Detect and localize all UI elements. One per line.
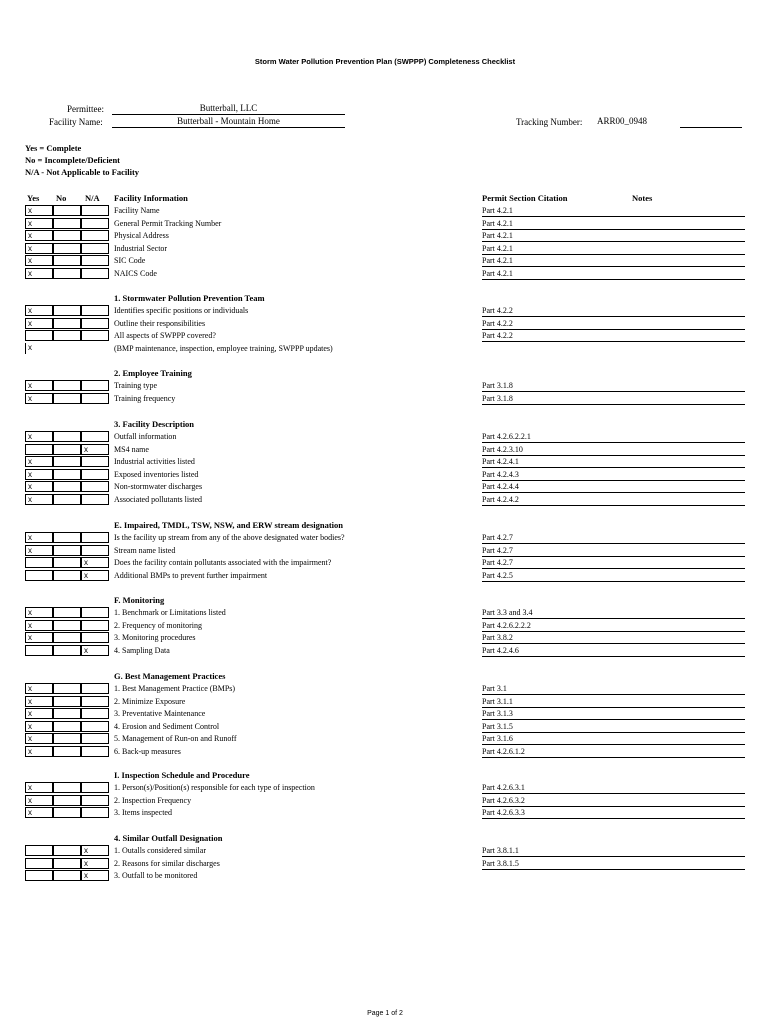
checklist-row [25, 330, 745, 342]
item-label: MS4 name [114, 444, 149, 454]
na-checkbox[interactable] [81, 607, 109, 618]
na-checkbox[interactable]: x [81, 570, 109, 581]
no-checkbox[interactable] [53, 393, 81, 404]
yes-checkbox[interactable] [25, 858, 53, 869]
yes-checkbox[interactable]: x [25, 243, 53, 254]
yes-checkbox[interactable]: x [25, 318, 53, 329]
permit-citation: Part 4.2.5 [482, 570, 745, 582]
no-checkbox[interactable] [53, 444, 81, 455]
yes-checkbox[interactable]: x [25, 393, 53, 404]
checklist-row [25, 645, 745, 657]
checklist-row [25, 243, 745, 255]
yes-checkbox[interactable]: x [25, 431, 53, 442]
item-label: 2. Reasons for similar discharges [114, 858, 220, 868]
item-label: 1. Outalls considered similar [114, 846, 206, 855]
column-header-na: N/A [85, 193, 100, 203]
no-checkbox[interactable] [53, 469, 81, 480]
no-checkbox[interactable] [53, 607, 81, 618]
no-checkbox[interactable] [53, 532, 81, 543]
checklist-row [25, 721, 745, 733]
item-label: 1. Benchmark or Limitations listed [114, 608, 226, 617]
item-label: Industrial activities listed [114, 457, 195, 466]
no-checkbox[interactable] [53, 205, 81, 216]
yes-checkbox[interactable]: x [25, 230, 53, 241]
yes-checkbox[interactable]: x [25, 696, 53, 707]
section-title: 2. Employee Training [114, 368, 192, 378]
na-checkbox[interactable] [81, 620, 109, 631]
permit-citation: Part 3.3 and 3.4 [482, 607, 745, 619]
checklist-row [25, 393, 745, 405]
no-checkbox[interactable] [53, 632, 81, 643]
no-checkbox[interactable] [53, 494, 81, 505]
item-label: Industrial Sector [114, 243, 168, 253]
checklist-row [25, 318, 745, 330]
na-checkbox[interactable] [81, 782, 109, 793]
item-label: Associated pollutants listed [114, 494, 202, 504]
na-checkbox[interactable] [81, 456, 109, 467]
checklist-row [25, 858, 745, 870]
no-checkbox[interactable] [53, 570, 81, 581]
permit-citation: Part 3.1 [482, 683, 745, 695]
permit-citation: Part 3.1.3 [482, 708, 745, 720]
permit-citation: Part 4.2.4.4 [482, 481, 745, 493]
item-label: Does the facility contain pollutants associated with the impairment? [114, 558, 332, 567]
no-checkbox[interactable] [53, 795, 81, 806]
item-label: Is the facility up stream from any of the above designated water bodies? [114, 533, 345, 542]
na-checkbox[interactable] [81, 255, 109, 266]
yes-checkbox[interactable]: x [25, 456, 53, 467]
na-checkbox[interactable]: x [81, 870, 109, 881]
no-checkbox[interactable] [53, 268, 81, 279]
permit-citation: Part 4.2.6.2.2.2 [482, 620, 745, 632]
checklist-row [25, 733, 745, 745]
checklist-row [25, 708, 745, 720]
no-checkbox[interactable] [53, 255, 81, 266]
permit-citation: Part 4.2.2 [482, 318, 745, 330]
permit-citation: Part 3.8.2 [482, 632, 745, 644]
permit-citation: Part 3.1.5 [482, 721, 745, 733]
tracking-number-label: Tracking Number: [516, 117, 583, 127]
checklist-row [25, 305, 745, 317]
item-label: 6. Back-up measures [114, 746, 181, 756]
yes-checkbox[interactable]: x [25, 721, 53, 732]
yes-checkbox[interactable]: x [25, 807, 53, 818]
checklist-row [25, 343, 745, 355]
permit-citation: Part 4.2.6.3.1 [482, 782, 745, 794]
checklist-row [25, 456, 745, 468]
na-checkbox[interactable] [81, 481, 109, 492]
yes-checkbox[interactable] [25, 330, 53, 341]
yes-checkbox[interactable]: x [25, 343, 53, 354]
section-title: F. Monitoring [114, 595, 165, 605]
na-checkbox[interactable] [81, 243, 109, 254]
checklist-row [25, 532, 745, 544]
checklist-row [25, 807, 745, 819]
item-label: Exposed inventories listed [114, 469, 199, 479]
na-checkbox[interactable] [81, 469, 109, 480]
section-title: 4. Similar Outfall Designation [114, 833, 223, 843]
checklist-row [25, 696, 745, 708]
checklist-row [25, 607, 745, 619]
permit-citation: Part 4.2.6.1.2 [482, 746, 745, 758]
no-checkbox[interactable] [53, 645, 81, 656]
permit-citation: Part 4.2.1 [482, 230, 745, 242]
checklist-row [25, 545, 745, 557]
tracking-number-underline [680, 127, 742, 128]
yes-checkbox[interactable]: x [25, 268, 53, 279]
item-label: 2. Inspection Frequency [114, 795, 192, 805]
section-title: I. Inspection Schedule and Procedure [114, 770, 250, 780]
item-label: All aspects of SWPPP covered? [114, 331, 216, 340]
yes-checkbox[interactable] [25, 870, 53, 881]
permit-citation: Part 3.1.8 [482, 393, 745, 405]
permit-citation: Part 4.2.1 [482, 268, 745, 280]
na-checkbox[interactable] [81, 380, 109, 391]
no-checkbox[interactable] [53, 782, 81, 793]
checklist-row [25, 870, 745, 882]
no-checkbox[interactable] [53, 305, 81, 316]
permit-citation: Part 3.1.8 [482, 380, 745, 392]
legend [25, 142, 139, 178]
section-title: 3. Facility Description [114, 419, 195, 429]
yes-checkbox[interactable]: x [25, 494, 53, 505]
checklist-row [25, 268, 745, 280]
checklist-row [25, 431, 745, 443]
na-checkbox[interactable] [81, 683, 109, 694]
na-checkbox[interactable] [81, 807, 109, 818]
section-title: G. Best Management Practices [114, 671, 226, 681]
legend-no: No = Incomplete/Deficient [25, 155, 121, 165]
checklist-row [25, 795, 745, 807]
na-checkbox[interactable] [81, 708, 109, 719]
checklist-row [25, 632, 745, 644]
no-checkbox[interactable] [53, 456, 81, 467]
na-checkbox[interactable]: x [81, 858, 109, 869]
item-label: 3. Preventative Maintenance [114, 709, 206, 718]
yes-checkbox[interactable]: x [25, 607, 53, 618]
yes-checkbox[interactable]: x [25, 481, 53, 492]
checklist-row [25, 570, 745, 582]
na-checkbox[interactable] [81, 494, 109, 505]
column-header-notes: Notes [632, 193, 653, 203]
item-label: Identifies specific positions or individuals [114, 306, 249, 315]
yes-checkbox[interactable]: x [25, 733, 53, 744]
yes-checkbox[interactable]: x [25, 205, 53, 216]
na-checkbox[interactable]: x [81, 645, 109, 656]
item-label: 3. Items inspected [114, 808, 172, 817]
no-checkbox[interactable] [53, 557, 81, 568]
checklist-row [25, 230, 745, 242]
checklist-row [25, 380, 745, 392]
permit-citation: Part 4.2.7 [482, 557, 745, 569]
permit-citation: Part 4.2.6.3.3 [482, 807, 745, 819]
page-footer: Page 1 of 2 [367, 1010, 403, 1017]
no-checkbox[interactable] [53, 870, 81, 881]
column-header-yes: Yes [27, 193, 40, 203]
column-header-section: Facility Information [114, 193, 188, 203]
no-checkbox[interactable] [53, 696, 81, 707]
item-label: NAICS Code [114, 268, 157, 278]
permit-citation: Part 4.2.1 [482, 255, 745, 267]
na-checkbox[interactable] [81, 795, 109, 806]
legend-na: N/A - Not Applicable to Facility [25, 167, 140, 177]
na-checkbox[interactable]: x [81, 557, 109, 568]
permittee-field[interactable]: Butterball, LLC [112, 103, 345, 115]
yes-checkbox[interactable]: x [25, 380, 53, 391]
item-continuation-text: (BMP maintenance, inspection, employee training, SWPPP updates) [114, 343, 333, 353]
na-checkbox[interactable] [81, 431, 109, 442]
permit-citation: Part 4.2.4.6 [482, 645, 745, 657]
item-label: 3. Outfall to be monitored [114, 871, 198, 880]
na-checkbox[interactable] [81, 230, 109, 241]
permit-citation: Part 4.2.1 [482, 243, 745, 255]
column-header-citation: Permit Section Citation [482, 193, 568, 203]
na-checkbox[interactable] [81, 330, 109, 341]
permit-citation: Part 3.1.6 [482, 733, 745, 745]
yes-checkbox[interactable] [25, 570, 53, 581]
section-title: E. Impaired, TMDL, TSW, NSW, and ERW stream designation [114, 520, 344, 530]
checklist-row [25, 469, 745, 481]
no-checkbox[interactable] [53, 845, 81, 856]
yes-checkbox[interactable]: x [25, 746, 53, 757]
na-checkbox[interactable] [81, 268, 109, 279]
no-checkbox[interactable] [53, 683, 81, 694]
na-checkbox[interactable] [81, 545, 109, 556]
no-checkbox[interactable] [53, 858, 81, 869]
permit-citation: Part 3.8.1.1 [482, 845, 745, 857]
na-checkbox[interactable]: x [81, 444, 109, 455]
checklist-row [25, 683, 745, 695]
no-checkbox[interactable] [53, 431, 81, 442]
permit-citation: Part 4.2.4.3 [482, 469, 745, 481]
na-checkbox[interactable] [81, 733, 109, 744]
yes-checkbox[interactable] [25, 845, 53, 856]
checklist-row [25, 746, 745, 758]
item-label: 1. Best Management Practice (BMPs) [114, 684, 236, 693]
na-checkbox[interactable] [81, 218, 109, 229]
permit-citation: Part 4.2.7 [482, 545, 745, 557]
checklist-row [25, 205, 745, 217]
item-label: Physical Address [114, 231, 169, 240]
checklist-row [25, 494, 745, 506]
yes-checkbox[interactable]: x [25, 532, 53, 543]
page-title: Storm Water Pollution Prevention Plan (SWPPP) Completeness Checklist [254, 57, 516, 66]
no-checkbox[interactable] [53, 721, 81, 732]
na-checkbox[interactable] [81, 532, 109, 543]
no-checkbox[interactable] [53, 708, 81, 719]
na-checkbox[interactable] [81, 318, 109, 329]
permit-citation: Part 3.1.1 [482, 696, 745, 708]
no-checkbox[interactable] [53, 807, 81, 818]
yes-checkbox[interactable] [25, 645, 53, 656]
na-checkbox[interactable] [81, 721, 109, 732]
item-label: 2. Frequency of monitoring [114, 620, 202, 630]
yes-checkbox[interactable]: x [25, 632, 53, 643]
na-checkbox[interactable]: x [81, 845, 109, 856]
no-checkbox[interactable] [53, 545, 81, 556]
na-checkbox[interactable] [81, 205, 109, 216]
no-checkbox[interactable] [53, 746, 81, 757]
checklist-row [25, 845, 745, 857]
item-label: Facility Name [114, 206, 160, 215]
checklist-row [25, 218, 745, 230]
yes-checkbox[interactable]: x [25, 795, 53, 806]
item-label: 4. Sampling Data [114, 645, 170, 655]
permit-citation: Part 4.2.2 [482, 330, 745, 342]
no-checkbox[interactable] [53, 620, 81, 631]
na-checkbox[interactable] [81, 746, 109, 757]
yes-checkbox[interactable] [25, 557, 53, 568]
item-label: Outline their responsibilities [114, 318, 206, 328]
no-checkbox[interactable] [53, 243, 81, 254]
checklist-row [25, 782, 745, 794]
na-checkbox[interactable] [81, 393, 109, 404]
yes-checkbox[interactable]: x [25, 305, 53, 316]
no-checkbox[interactable] [53, 230, 81, 241]
item-label: 2. Minimize Exposure [114, 696, 186, 706]
permit-citation: Part 4.2.1 [482, 205, 745, 217]
na-checkbox[interactable] [81, 632, 109, 643]
item-label: Training frequency [114, 393, 176, 403]
checklist-row [25, 255, 745, 267]
checklist-row [25, 481, 745, 493]
yes-checkbox[interactable]: x [25, 218, 53, 229]
item-label: General Permit Tracking Number [114, 218, 222, 228]
item-label: 1. Person(s)/Position(s) responsible for each type of inspection [114, 783, 315, 792]
permit-citation: Part 4.2.6.2.2.1 [482, 431, 745, 443]
item-label: Additional BMPs to prevent further impairment [114, 570, 268, 580]
yes-checkbox[interactable]: x [25, 782, 53, 793]
permit-citation: Part 4.2.3.10 [482, 444, 745, 456]
permit-citation: Part 3.8.1.5 [482, 858, 745, 870]
no-checkbox[interactable] [53, 218, 81, 229]
item-label: 4. Erosion and Sediment Control [114, 721, 220, 731]
permit-citation: Part 4.2.4.1 [482, 456, 745, 468]
checklist-row [25, 557, 745, 569]
item-label: Training type [114, 381, 158, 390]
legend-yes: Yes = Complete [25, 143, 82, 153]
item-label: 3. Monitoring procedures [114, 633, 196, 642]
permit-citation: Part 4.2.2 [482, 305, 745, 317]
section-title: 1. Stormwater Pollution Prevention Team [114, 293, 265, 303]
na-checkbox[interactable] [81, 305, 109, 316]
item-label: Outfall information [114, 432, 177, 441]
permit-citation: Part 4.2.4.2 [482, 494, 745, 506]
item-label: 5. Management of Run-on and Runoff [114, 734, 237, 743]
yes-checkbox[interactable]: x [25, 620, 53, 631]
permit-citation: Part 4.2.1 [482, 218, 745, 230]
no-checkbox[interactable] [53, 380, 81, 391]
yes-checkbox[interactable]: x [25, 255, 53, 266]
permit-citation: Part 4.2.7 [482, 532, 745, 544]
item-label: Stream name listed [114, 545, 176, 555]
item-label: SIC Code [114, 256, 146, 265]
na-checkbox[interactable] [81, 696, 109, 707]
column-header-no: No [56, 193, 67, 203]
facility-name-field[interactable]: Butterball - Mountain Home [112, 116, 345, 128]
yes-checkbox[interactable]: x [25, 545, 53, 556]
no-checkbox[interactable] [53, 330, 81, 341]
no-checkbox[interactable] [53, 481, 81, 492]
item-label: Non-stormwater discharges [114, 482, 203, 491]
no-checkbox[interactable] [53, 733, 81, 744]
permit-citation: Part 4.2.6.3.2 [482, 795, 745, 807]
tracking-number-field[interactable]: ARR00_0948 [597, 116, 648, 126]
yes-checkbox[interactable] [25, 444, 53, 455]
yes-checkbox[interactable]: x [25, 469, 53, 480]
checklist-row [25, 444, 745, 456]
yes-checkbox[interactable]: x [25, 708, 53, 719]
checklist-row [25, 620, 745, 632]
permittee-label: Permittee: [67, 104, 104, 114]
facility-name-label: Facility Name: [49, 117, 103, 127]
no-checkbox[interactable] [53, 318, 81, 329]
yes-checkbox[interactable]: x [25, 683, 53, 694]
